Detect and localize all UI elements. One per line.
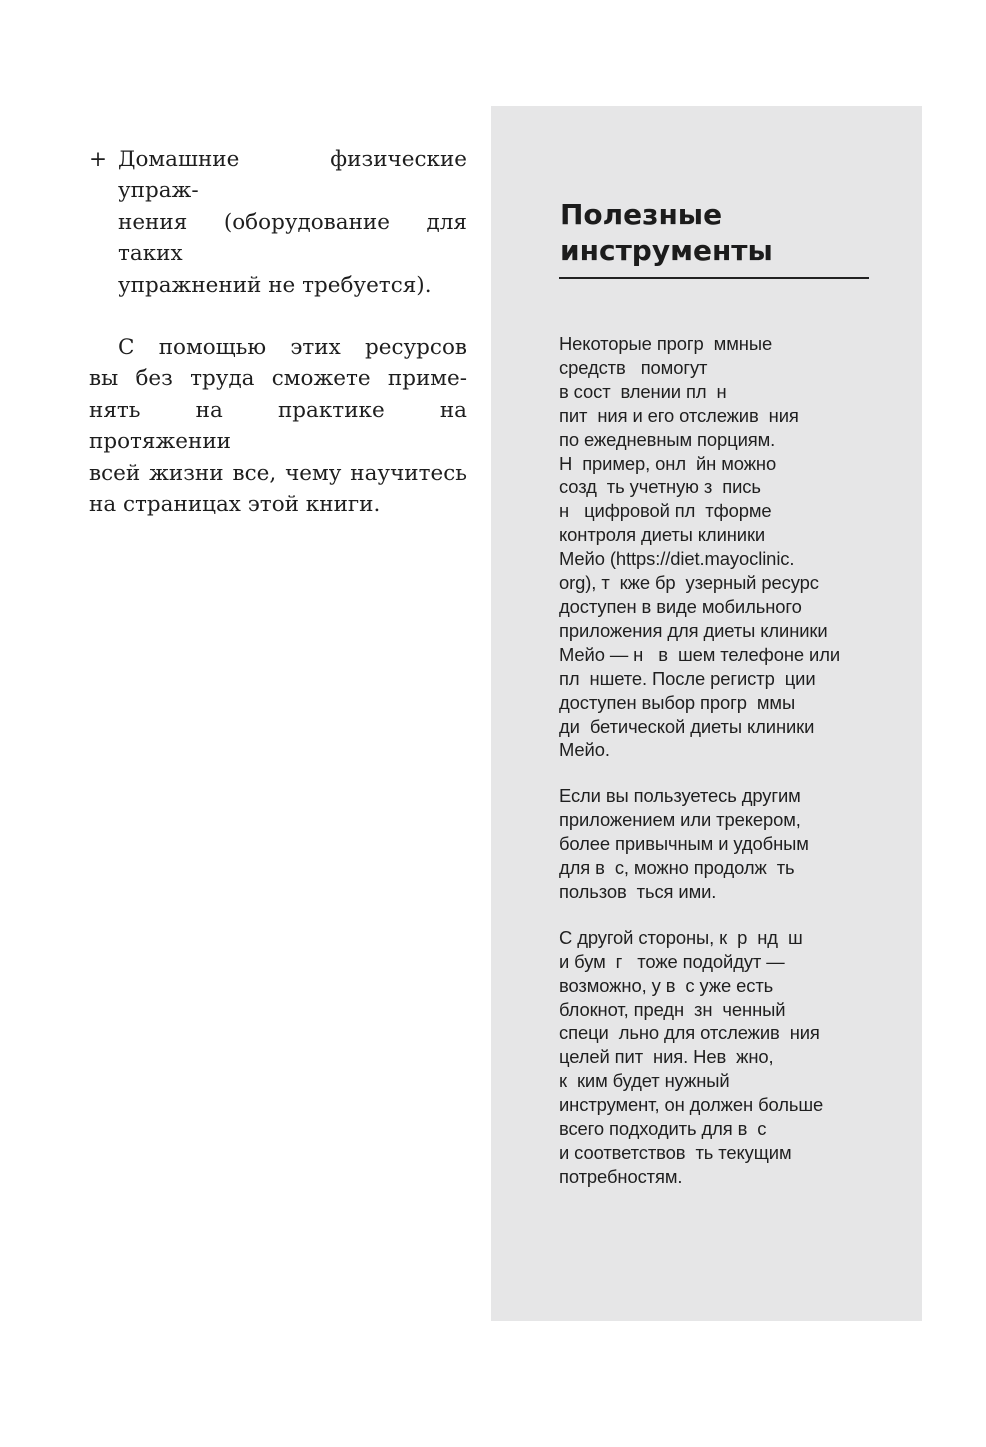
sidebar-line: средств помогут xyxy=(559,356,708,378)
sidebar-line: инструмент, он должен больше xyxy=(559,1094,824,1116)
sidebar-line: пл ншете. После регистр ции xyxy=(559,667,816,689)
bullet-line: упражнений не требуется). xyxy=(118,272,432,298)
sidebar-line: н цифровой пл тформе xyxy=(559,500,772,522)
sidebar-line: приложения для диеты клиники xyxy=(559,619,828,641)
plus-bullet-icon: + xyxy=(89,147,108,172)
paragraph-line: всей жизни все, чему научитесь xyxy=(89,460,467,486)
sidebar-line: Н пример, онл йн можно xyxy=(559,452,777,474)
sidebar-title-line: инструменты xyxy=(560,234,773,267)
sidebar-line: Если вы пользуетесь другим xyxy=(559,785,801,807)
bullet-list-item xyxy=(89,144,467,301)
sidebar-line: специ льно для отслежив ния xyxy=(559,1022,820,1044)
sidebar-body xyxy=(559,332,879,1189)
paragraph-line: на страницах этой книги. xyxy=(89,492,381,518)
sidebar-line: Мейо (https://diet.mayoclinic. xyxy=(559,548,795,570)
sidebar-line: ди бетической диеты клиники xyxy=(559,715,815,737)
sidebar-line: С другой стороны, к р нд ш xyxy=(559,926,803,948)
bullet-line: нения (оборудование для таких xyxy=(118,209,467,267)
sidebar-line: и бум г тоже подойдут — xyxy=(559,950,785,972)
sidebar-line: приложением или трекером, xyxy=(559,809,801,831)
paragraph-line: нять на практике на протяжении xyxy=(89,397,467,455)
sidebar-line: по ежедневным порциям. xyxy=(559,428,776,450)
sidebar-line: всего подходить для в с xyxy=(559,1118,767,1140)
bullet-line: Домашние физические упраж- xyxy=(118,147,467,204)
paragraph-line: С помощью этих ресурсов xyxy=(118,335,467,361)
sidebar-line: потребностям. xyxy=(559,1165,683,1187)
sidebar-line: org), т кже бр узерный ресурс xyxy=(559,572,819,594)
sidebar-line: пит ния и его отслежив ния xyxy=(559,404,799,426)
sidebar-line: доступен в виде мобильного xyxy=(559,595,802,617)
title-divider xyxy=(559,277,869,279)
sidebar-paragraph xyxy=(559,926,879,1189)
body-paragraph xyxy=(89,332,467,520)
useful-tools-sidebar xyxy=(491,106,922,1321)
sidebar-line: целей пит ния. Нев жно, xyxy=(559,1046,774,1068)
paragraph-line: вы без труда сможете приме- xyxy=(89,366,467,392)
sidebar-line: доступен выбор прогр ммы xyxy=(559,691,796,713)
sidebar-line: для в с, можно продолж ть xyxy=(559,857,795,879)
sidebar-line: блокнот, предн зн ченный xyxy=(559,998,786,1020)
sidebar-line: контроля диеты клиники xyxy=(559,524,766,546)
sidebar-line: Некоторые прогр ммные xyxy=(559,333,773,354)
sidebar-line: Мейо — н в шем телефоне или xyxy=(559,643,840,665)
sidebar-line: пользов ться ими. xyxy=(559,880,717,902)
sidebar-line: созд ть учетную з пись xyxy=(559,476,761,498)
main-text-column xyxy=(89,144,467,520)
sidebar-line: к ким будет нужный xyxy=(559,1070,730,1092)
sidebar-line: более привычным и удобным xyxy=(559,833,809,855)
sidebar-line: в сост влении пл н xyxy=(559,380,727,402)
sidebar-paragraph xyxy=(559,784,879,904)
sidebar-title-line: Полезные xyxy=(560,198,723,231)
sidebar-line: и соответствов ть текущим xyxy=(559,1142,792,1163)
sidebar-paragraph xyxy=(559,332,879,762)
sidebar-title xyxy=(560,197,870,269)
sidebar-line: Мейо. xyxy=(559,739,610,761)
sidebar-line: возможно, у в с уже есть xyxy=(559,974,774,996)
